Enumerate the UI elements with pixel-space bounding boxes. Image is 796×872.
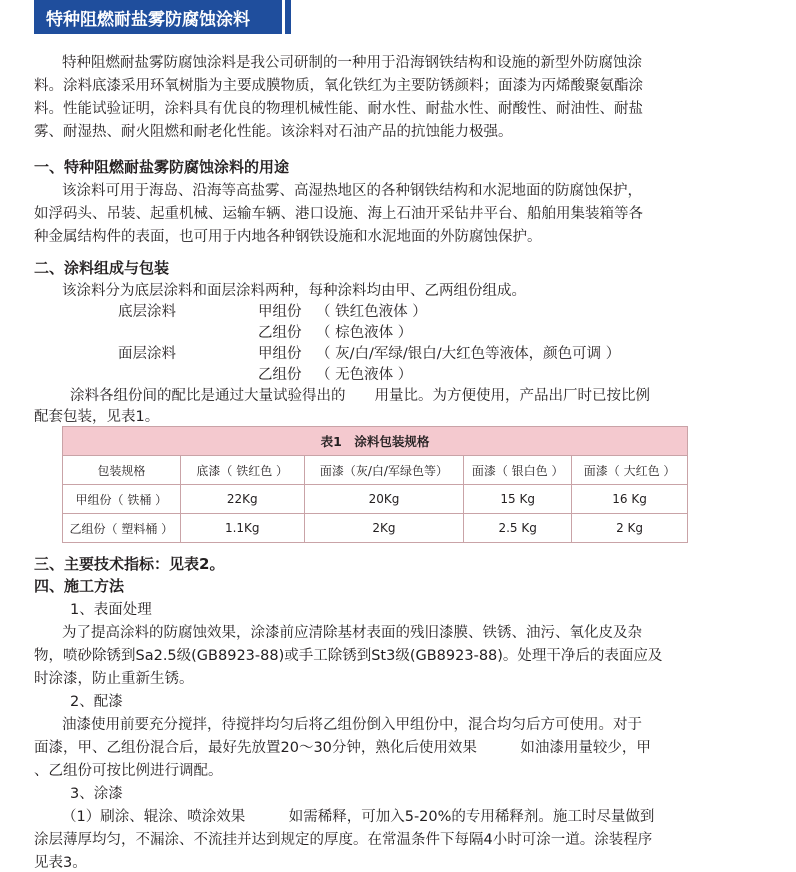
section-3-title: 三、主要技术指标：见表2。 xyxy=(34,555,225,573)
page-header xyxy=(34,0,291,34)
header-accent-bar xyxy=(285,0,291,34)
intro-line: 特种阻燃耐盐雾防腐蚀涂料是我公司研制的一种用于沿海钢铁结构和设施的新型外防腐蚀涂 xyxy=(62,55,642,71)
packaging-table xyxy=(62,426,688,543)
section-1-line: 种金属结构件的表面，也可用于内地各种钢铁设施和水泥地面的外防腐蚀保护。 xyxy=(34,229,542,245)
table-header: 面漆（ 银白色 ） xyxy=(464,456,572,485)
ratio-line: 配套包装，见表1。 xyxy=(34,409,160,425)
section-2-line: 该涂料分为底层涂料和面层涂料两种，每种涂料均由甲、乙两组份组成。 xyxy=(62,283,526,299)
section-1-line: 如浮码头、吊装、起重机械、运输车辆、港口设施、海上石油开采钻井平台、船舶用集装箱等各 xyxy=(34,206,643,222)
subsection-line: 见表3。 xyxy=(34,855,87,871)
table-cell: 22Kg xyxy=(180,485,304,514)
table-cell: 甲组份（ 铁桶 ） xyxy=(63,485,181,514)
table-cell: 乙组份（ 塑料桶 ） xyxy=(63,514,181,543)
table-caption: 表1 涂料包装规格 xyxy=(63,427,688,456)
ratio-line: 涂料各组份间的配比是通过大量试验得出的 用量比。为方便使用，产品出厂时已按比例 xyxy=(70,388,650,404)
subsection-line: 油漆使用前要充分搅拌，待搅拌均匀后将乙组份倒入甲组份中，混合均匀后方可使用。对于 xyxy=(62,717,642,733)
section-1-line: 该涂料可用于海岛、沿海等高盐雾、高湿热地区的各种钢铁结构和水泥地面的防腐蚀保护， xyxy=(62,183,642,199)
part-a-label: 甲组份 xyxy=(258,304,302,320)
subsection-line: 物，喷砂除锈到Sa2.5级(GB8923-88)或手工除锈到St3级(GB8923-88)。处理干净后的表面应及 xyxy=(34,648,663,664)
component-desc: （ 棕色液体 ） xyxy=(316,325,413,341)
table-cell: 2Kg xyxy=(304,514,463,543)
section-1-title: 一、特种阻燃耐盐雾防腐蚀涂料的用途 xyxy=(34,158,290,176)
subsection-title: 2、配漆 xyxy=(70,694,123,710)
component-desc: （ 灰/白/军绿/银白/大红色等液体，颜色可调 ） xyxy=(316,346,621,362)
section-4-title: 四、施工方法 xyxy=(34,577,125,595)
table-header: 面漆（ 大红色 ） xyxy=(572,456,688,485)
bottom-coat-label: 底层涂料 xyxy=(118,304,176,320)
part-a-label: 甲组份 xyxy=(258,346,302,362)
page-title: 特种阻燃耐盐雾防腐蚀涂料 xyxy=(34,0,282,34)
subsection-title: 3、涂漆 xyxy=(70,786,123,802)
intro-line: 料。涂料底漆采用环氧树脂为主要成膜物质，氧化铁红为主要防锈颜料；面漆为丙烯酸聚氨酯涂 xyxy=(34,78,643,94)
intro-line: 料。性能试验证明，涂料具有优良的物理机械性能、耐水性、耐盐水性、耐酸性、耐油性、耐盐 xyxy=(34,101,643,117)
intro-line: 雾、耐湿热、耐火阻燃和耐老化性能。该涂料对石油产品的抗蚀能力极强。 xyxy=(34,124,513,140)
table-header: 底漆（ 铁红色 ） xyxy=(180,456,304,485)
component-desc: （ 铁红色液体 ） xyxy=(316,304,427,320)
part-b-label: 乙组份 xyxy=(258,325,302,341)
table-cell: 1.1Kg xyxy=(180,514,304,543)
subsection-line: 面漆，甲、乙组份混合后，最好先放置20～30分钟，熟化后使用效果 如油漆用量较少，甲 xyxy=(34,740,651,756)
table-row xyxy=(63,485,688,514)
table-header: 面漆（灰/白/军绿色等） xyxy=(304,456,463,485)
table-cell: 16 Kg xyxy=(572,485,688,514)
subsection-line: 涂层薄厚均匀，不漏涂、不流挂并达到规定的厚度。在常温条件下每隔4小时可涂一道。涂装程序 xyxy=(34,832,653,848)
table-cell: 20Kg xyxy=(304,485,463,514)
subsection-title: 1、表面处理 xyxy=(70,602,152,618)
table-row xyxy=(63,514,688,543)
table-cell: 2.5 Kg xyxy=(464,514,572,543)
component-desc: （ 无色液体 ） xyxy=(316,367,413,383)
part-b-label: 乙组份 xyxy=(258,367,302,383)
section-2-title: 二、涂料组成与包装 xyxy=(34,259,170,277)
subsection-line: 时涂漆，防止重新生锈。 xyxy=(34,671,194,687)
top-coat-label: 面层涂料 xyxy=(118,346,176,362)
table-cell: 15 Kg xyxy=(464,485,572,514)
subsection-line: 、乙组份可按比例进行调配。 xyxy=(34,763,223,779)
table-cell: 2 Kg xyxy=(572,514,688,543)
subsection-line: 为了提高涂料的防腐蚀效果，涂漆前应清除基材表面的残旧漆膜、铁锈、油污、氧化皮及杂 xyxy=(62,625,642,641)
table-header: 包装规格 xyxy=(63,456,181,485)
subsection-line: （1）刷涂、辊涂、喷涂效果 如需稀释，可加入5-20%的专用稀释剂。施工时尽量做到 xyxy=(62,809,655,825)
table-header-row xyxy=(63,456,688,485)
